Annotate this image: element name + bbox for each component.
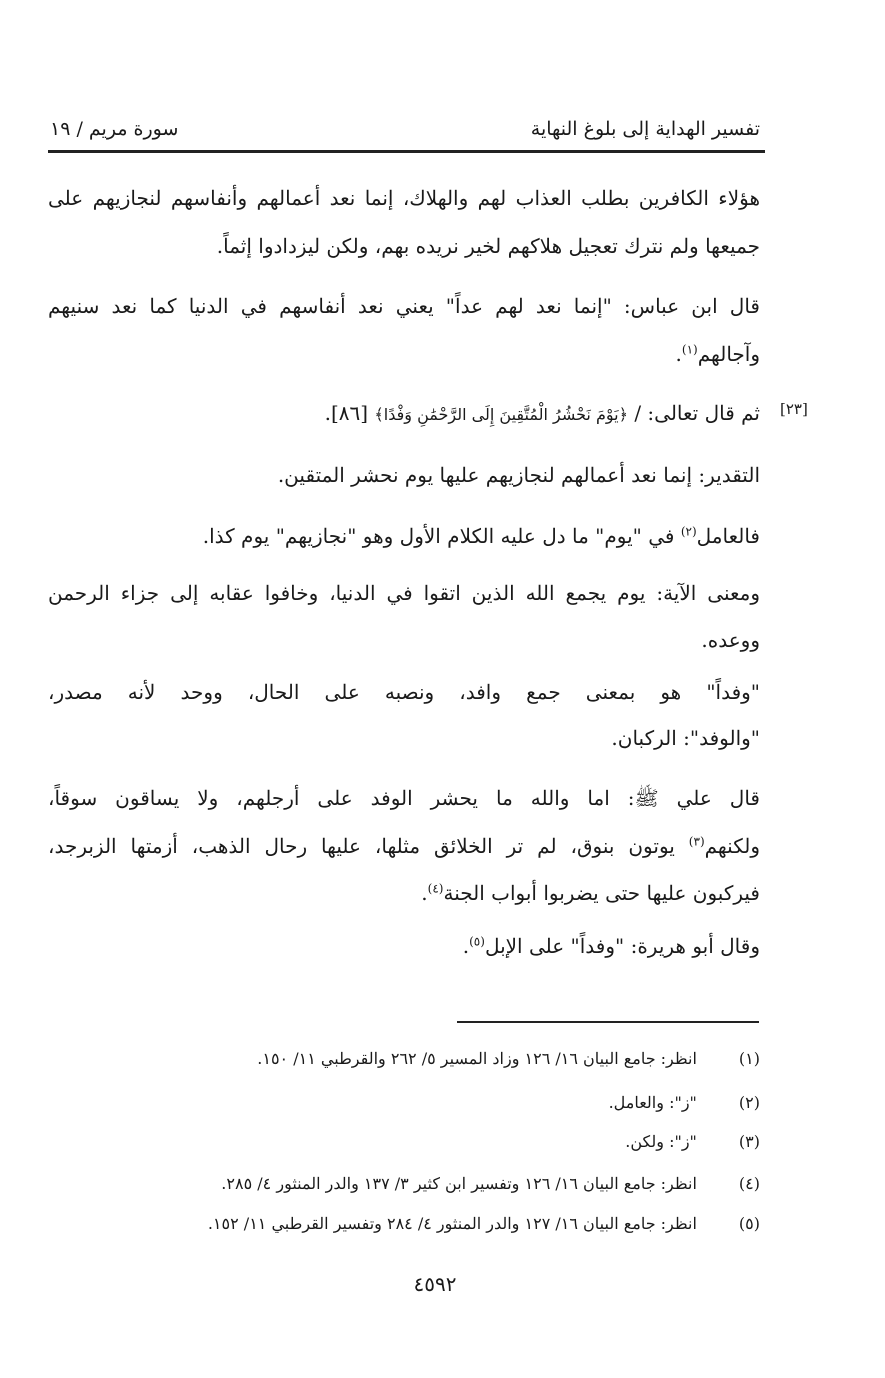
footnote-marker: (٤) [427,881,444,896]
body-text: ولكنهم [704,834,760,858]
footnote-text: انظر: جامع البيان ١٦/ ١٢٧ والدر المنثور ٤/ ٢٨٤ وتفسير القرطبي ١١/ ١٥٢. [207,1214,697,1233]
footnote [208,1212,760,1236]
margin-reference: [٢٣] [780,400,808,418]
body-line: جميعها ولم نترك تعجيل هلاكهم لخير نريده بهم، ولكن ليزدادوا إثماً. [216,234,760,258]
footnote-text: انظر: جامع البيان ١٦/ ١٢٦ وزاد المسير ٥/ ٢٦٢ والقرطبي ١١/ ١٥٠. [257,1049,697,1068]
header-rule [48,150,765,153]
body-line: وقال أبو هريرة: "وفداً" على الإبل$^{(٥)}$. [462,934,760,958]
body-line: "والوفد": الركبان. [611,726,760,750]
body-text: وقال أبو هريرة: "وفداً" على الإبل [484,934,760,958]
body-line: هؤلاء الكافرين بطلب العذاب لهم والهلاك، إنما نعد أعمالهم وأنفاسهم لنجازيهم على [48,186,760,210]
footnote-marker: (٥) [469,934,485,949]
footnote-marker: (٣) [688,834,705,849]
footnote-text: انظر: جامع البيان ١٦/ ١٢٦ وتفسير ابن كثير ٣/ ١٣٧ والدر المنثور ٤/ ٢٨٥. [221,1174,697,1193]
footnote-text: "ز": ولكن. [625,1132,697,1151]
footnote [625,1130,760,1154]
body-line: قال ابن عباس: "إنما نعد لهم عداً" يعني نعد أنفاسهم في الدنيا كما نعد سنيهم [48,294,760,318]
body-line: قال علي ﷺ: اما والله ما يحشر الوفد على أرجلهم، ولا يساقون سوقاً، [48,786,760,810]
body-line: فيركبون عليها حتى يضربوا أبواب الجنة$^{(٤)}$. [421,881,760,905]
body-line: "وفداً" هو بمعنى جمع وافد، ونصبه على الحال، ووحد لأنه مصدر، [48,680,760,704]
quran-verse: ﴿يَوْمَ نَحْشُرُ الْمُتَّقِينَ إِلَى الرَّحْمَٰنِ وَفْدًا﴾ [374,405,628,424]
body-line [48,398,760,428]
footnote-marker: (١) [681,342,698,357]
body-text: وآجالهم [697,342,760,366]
footnote-number: (٣) [738,1132,760,1151]
footnote-number: (٥) [738,1214,760,1233]
body-line [48,831,760,861]
body-line: التقدير: إنما نعد أعمالهم لنجازيهم عليها يوم نحشر المتقين. [277,463,760,487]
body-line: ووعده. [701,628,760,652]
footnote [257,1047,760,1071]
body-text: يوتون بنوق، لم تر الخلائق مثلها، عليها رحال الذهب، أزمتها الزبرجد، [48,834,675,858]
running-header-title: تفسير الهداية إلى بلوغ النهاية [530,118,760,140]
body-text: فيركبون عليها حتى يضربوا أبواب الجنة [443,881,760,905]
footnote-number: (٤) [738,1174,760,1193]
body-text: ثم قال تعالى: / [634,401,760,425]
body-text: فالعامل [696,524,760,548]
page-number: ٤٥٩٢ [413,1272,457,1296]
body-line: ومعنى الآية: يوم يجمع الله الذين اتقوا في الدنيا، وخافوا عقابه إلى جزاء الرحمن [48,581,760,605]
footnote [221,1172,760,1196]
body-text: في "يوم" ما دل عليه الكلام الأول وهو "نجازيهم" يوم كذا. [202,524,675,548]
footnote-number: (١) [738,1049,760,1068]
verse-number: [٨٦]. [324,401,369,425]
body-line: وآجالهم$^{(١)}$. [675,342,760,366]
footnote [609,1091,760,1115]
running-header-surah: سورة مريم / ١٩ [50,118,179,140]
footnote-number: (٢) [738,1093,760,1112]
footnote-separator [457,1021,759,1023]
body-line [48,521,760,551]
footnote-marker: (٢) [680,524,697,539]
footnote-text: "ز": والعامل. [608,1093,697,1112]
